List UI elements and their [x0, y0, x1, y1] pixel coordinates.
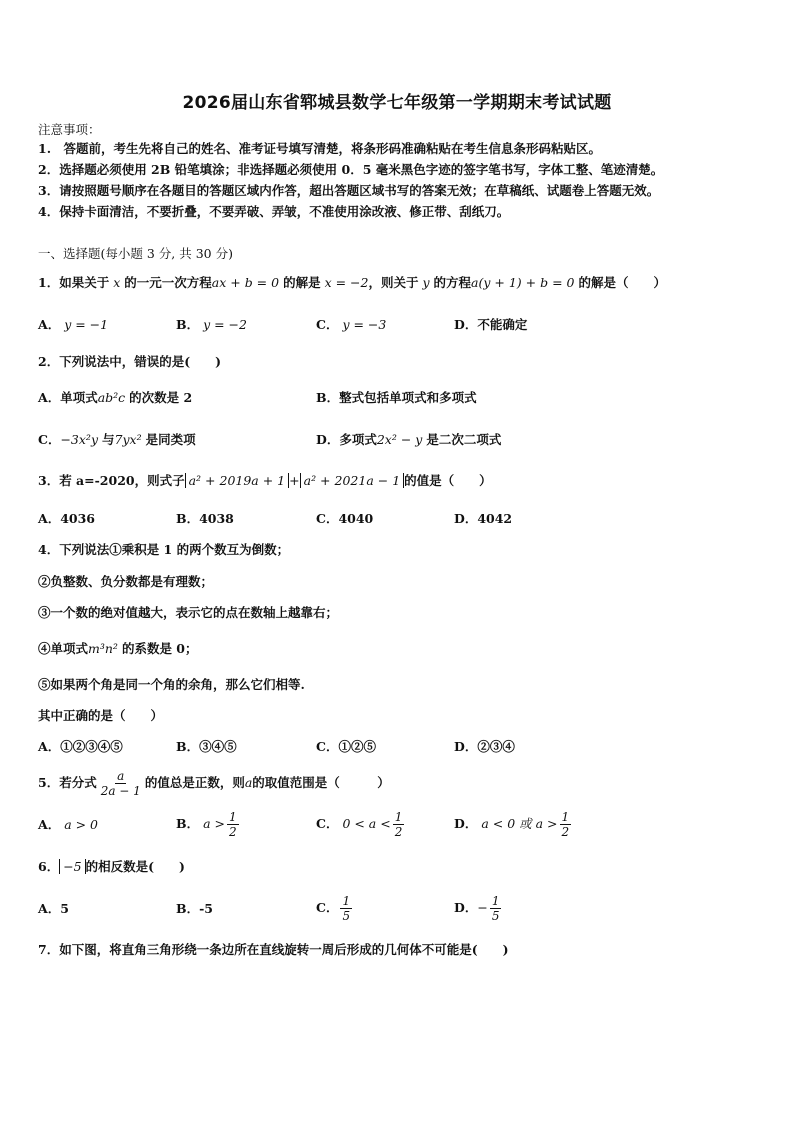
- q5-fraction: [99, 769, 143, 798]
- option-text: 多项式: [339, 432, 377, 447]
- option-expression: ab²c: [97, 390, 126, 405]
- option-text: ②③④: [477, 739, 515, 754]
- question-7-stem: 7．如下图，将直角三角形绕一条边所在直线旋转一周后形成的几何体不可能是( ): [38, 942, 509, 957]
- q5-option-d: [454, 806, 573, 842]
- notes-item-1: 1. 答题前，考生先将自己的姓名、准考证号填写清楚，将条形码准确粘贴在考生信息条形码粘贴区。: [38, 141, 602, 156]
- fraction-numerator: 1: [561, 810, 570, 824]
- option-label: A．: [38, 817, 61, 832]
- notes-heading: 注意事项：: [38, 122, 101, 137]
- fraction-numerator: 1: [342, 894, 351, 908]
- option-text: 4040: [338, 511, 374, 526]
- option-label: D．: [454, 511, 478, 526]
- option-label: A．: [38, 511, 61, 526]
- option-expression: 2x² − y: [376, 432, 423, 447]
- q5-var-a: a: [244, 775, 253, 790]
- q3-abs-expression-2: a² + 2021a − 1: [300, 473, 405, 488]
- option-expression: 0 < a <: [342, 816, 391, 831]
- option-fraction: [490, 894, 502, 923]
- option-text: ①②⑤: [338, 739, 376, 754]
- q3-option-c: [316, 511, 373, 527]
- q4-option-b: [176, 739, 237, 755]
- q1-equation-1: ax + b = 0: [211, 275, 280, 290]
- option-text: -5: [199, 901, 213, 916]
- q3-option-d: [454, 511, 512, 527]
- option-text: 是同类项: [145, 432, 196, 447]
- option-label: C．: [316, 739, 339, 754]
- q1-text-4: ，则关于: [368, 275, 419, 290]
- notes-item-4: 4．保持卡面清洁，不要折叠，不要弄破、弄皱，不准使用涂改液、修正带、刮纸刀。: [38, 204, 510, 219]
- option-text: 4038: [199, 511, 234, 526]
- fraction-denominator: 2: [394, 825, 403, 839]
- option-text: ①②③④⑤: [60, 739, 123, 754]
- option-label: A．: [38, 739, 61, 754]
- option-sign: −: [477, 900, 488, 915]
- page-title: 2026届山东省郓城县数学七年级第一学期期末考试试题: [182, 93, 612, 113]
- option-text: 4042: [477, 511, 513, 526]
- q4-line-1: 4．下列说法①乘积是 1 的两个数互为倒数；: [38, 542, 290, 557]
- q4-line-4: [38, 641, 198, 657]
- option-label: A．: [38, 317, 61, 332]
- q4-option-d: [454, 739, 515, 755]
- option-text: 整式包括单项式和多项式: [339, 390, 477, 405]
- option-text: 不能确定: [477, 317, 528, 332]
- q2-option-a: [38, 390, 192, 406]
- fraction-denominator: 5: [342, 909, 351, 923]
- q4-text: 的系数是 0；: [121, 641, 198, 656]
- q6-option-b: [176, 900, 213, 918]
- option-fraction: [227, 810, 239, 839]
- q6-number: 6．: [38, 859, 60, 874]
- option-fraction: [393, 810, 405, 839]
- option-expression: a < 0 或 a >: [481, 816, 558, 831]
- q5-option-c: [316, 806, 406, 842]
- question-5-stem: [38, 768, 390, 798]
- q1-option-a: [38, 317, 108, 333]
- option-label: D．: [316, 432, 340, 447]
- option-label: D．: [454, 816, 478, 831]
- fraction-numerator: a: [117, 769, 125, 783]
- q1-var-x: x: [113, 275, 121, 290]
- option-text: y = −2: [203, 317, 247, 332]
- option-label: C．: [316, 900, 339, 915]
- q1-text-6: 的解是（ ）: [578, 275, 666, 290]
- q3-abs-expression-1: a² + 2019a + 1: [185, 473, 290, 488]
- q1-text-1: 如果关于: [59, 275, 110, 290]
- fraction-denominator: 2a − 1: [100, 784, 141, 798]
- q5-text-2: 的值总是正数，则: [144, 775, 245, 790]
- q5-option-a: [38, 810, 98, 840]
- section-heading: 一、选择题(每小题 3 分, 共 30 分): [38, 246, 233, 261]
- option-label: B．: [176, 901, 200, 916]
- q4-line-5: ⑤如果两个角是同一个角的余角，那么它们相等.: [38, 677, 305, 692]
- option-text: y = −3: [342, 317, 387, 332]
- q1-var-y: y: [422, 275, 430, 290]
- q4-option-c: [316, 739, 376, 755]
- q3-text-1: 3．若 a=-2020，则式子: [38, 473, 185, 488]
- q3-plus: +: [289, 473, 300, 488]
- q4-text: ④单项式: [38, 641, 89, 656]
- q4-line-3: ③一个数的绝对值越大，表示它的点在数轴上越靠右；: [38, 605, 339, 620]
- q2-option-c: [38, 432, 196, 448]
- option-label: B．: [176, 317, 200, 332]
- option-expression: a > 0: [64, 817, 99, 832]
- q3-option-a: [38, 511, 95, 527]
- option-expression: −3x²y: [60, 432, 99, 447]
- q4-line-2: ②负整数、负分数都是有理数；: [38, 574, 214, 589]
- q6-option-a: [38, 900, 69, 918]
- q1-option-c: [316, 317, 386, 333]
- q6-text: 的相反数是( ): [85, 859, 185, 874]
- option-label: A．: [38, 901, 61, 916]
- option-label: B．: [176, 511, 200, 526]
- option-label: D．: [454, 900, 478, 915]
- option-text: 4036: [60, 511, 95, 526]
- fraction-numerator: 1: [394, 810, 403, 824]
- q1-equation-2: a(y + 1) + b = 0: [471, 275, 575, 290]
- option-label: D．: [454, 317, 478, 332]
- q6-abs-expression: −5: [59, 859, 85, 874]
- question-2-stem: 2．下列说法中，错误的是( ): [38, 354, 222, 369]
- option-text: 是二次二项式: [426, 432, 502, 447]
- q1-option-d: [454, 317, 527, 333]
- option-fraction: [560, 810, 572, 839]
- question-1-stem: [38, 275, 666, 291]
- fraction-denominator: 2: [228, 825, 237, 839]
- q2-option-d: [316, 432, 501, 448]
- option-text: ③④⑤: [199, 739, 237, 754]
- q5-option-b: [176, 806, 241, 842]
- q4-option-a: [38, 739, 123, 755]
- q5-text-3: 的取值范围是（ ）: [252, 775, 390, 790]
- option-label: A．: [38, 390, 61, 405]
- q1-number: 1．: [38, 275, 60, 290]
- q6-option-d: [454, 890, 503, 926]
- q3-text-2: 的值是（ ）: [404, 473, 492, 488]
- option-expression: 7yx²: [114, 432, 142, 447]
- option-text: 与: [102, 432, 115, 447]
- q2-option-b: [316, 390, 477, 406]
- q4-line-6: 其中正确的是（ ）: [38, 708, 164, 723]
- q4-expression: m³n²: [88, 641, 118, 656]
- option-label: B．: [176, 816, 200, 831]
- question-6-stem: [38, 859, 185, 875]
- q5-text-1: 5．若分式: [38, 775, 97, 790]
- option-label: C．: [38, 432, 61, 447]
- q1-text-3: 的解是: [283, 275, 321, 290]
- fraction-denominator: 2: [561, 825, 570, 839]
- option-label: C．: [316, 511, 339, 526]
- q1-text-2: 的一元一次方程: [124, 275, 212, 290]
- option-label: C．: [316, 816, 339, 831]
- question-3-stem: [38, 473, 492, 489]
- option-label: B．: [176, 739, 200, 754]
- q6-option-c: [316, 890, 354, 926]
- q3-option-b: [176, 511, 234, 527]
- notes-item-3: 3．请按照题号顺序在各题目的答题区域内作答，超出答题区域书写的答案无效；在草稿纸、试题卷上答题无效。: [38, 183, 660, 198]
- option-text: 单项式: [60, 390, 98, 405]
- fraction-numerator: 1: [491, 894, 500, 908]
- q1-solution: x = −2: [324, 275, 369, 290]
- fraction-denominator: 5: [491, 909, 500, 923]
- fraction-numerator: 1: [228, 810, 237, 824]
- option-label: C．: [316, 317, 339, 332]
- option-expression: a >: [203, 816, 225, 831]
- q1-option-b: [176, 317, 247, 333]
- option-fraction: [340, 894, 352, 923]
- notes-item-2: 2．选择题必须使用 2B 铅笔填涂；非选择题必须使用 0．5 毫米黑色字迹的签字笔书写，字体工整、笔迹清楚。: [38, 162, 664, 177]
- q1-text-5: 的方程: [433, 275, 472, 290]
- option-text: y = −1: [64, 317, 109, 332]
- option-label: D．: [454, 739, 478, 754]
- option-text: 的次数是 2: [129, 390, 193, 405]
- option-label: B．: [316, 390, 340, 405]
- option-text: 5: [60, 901, 69, 916]
